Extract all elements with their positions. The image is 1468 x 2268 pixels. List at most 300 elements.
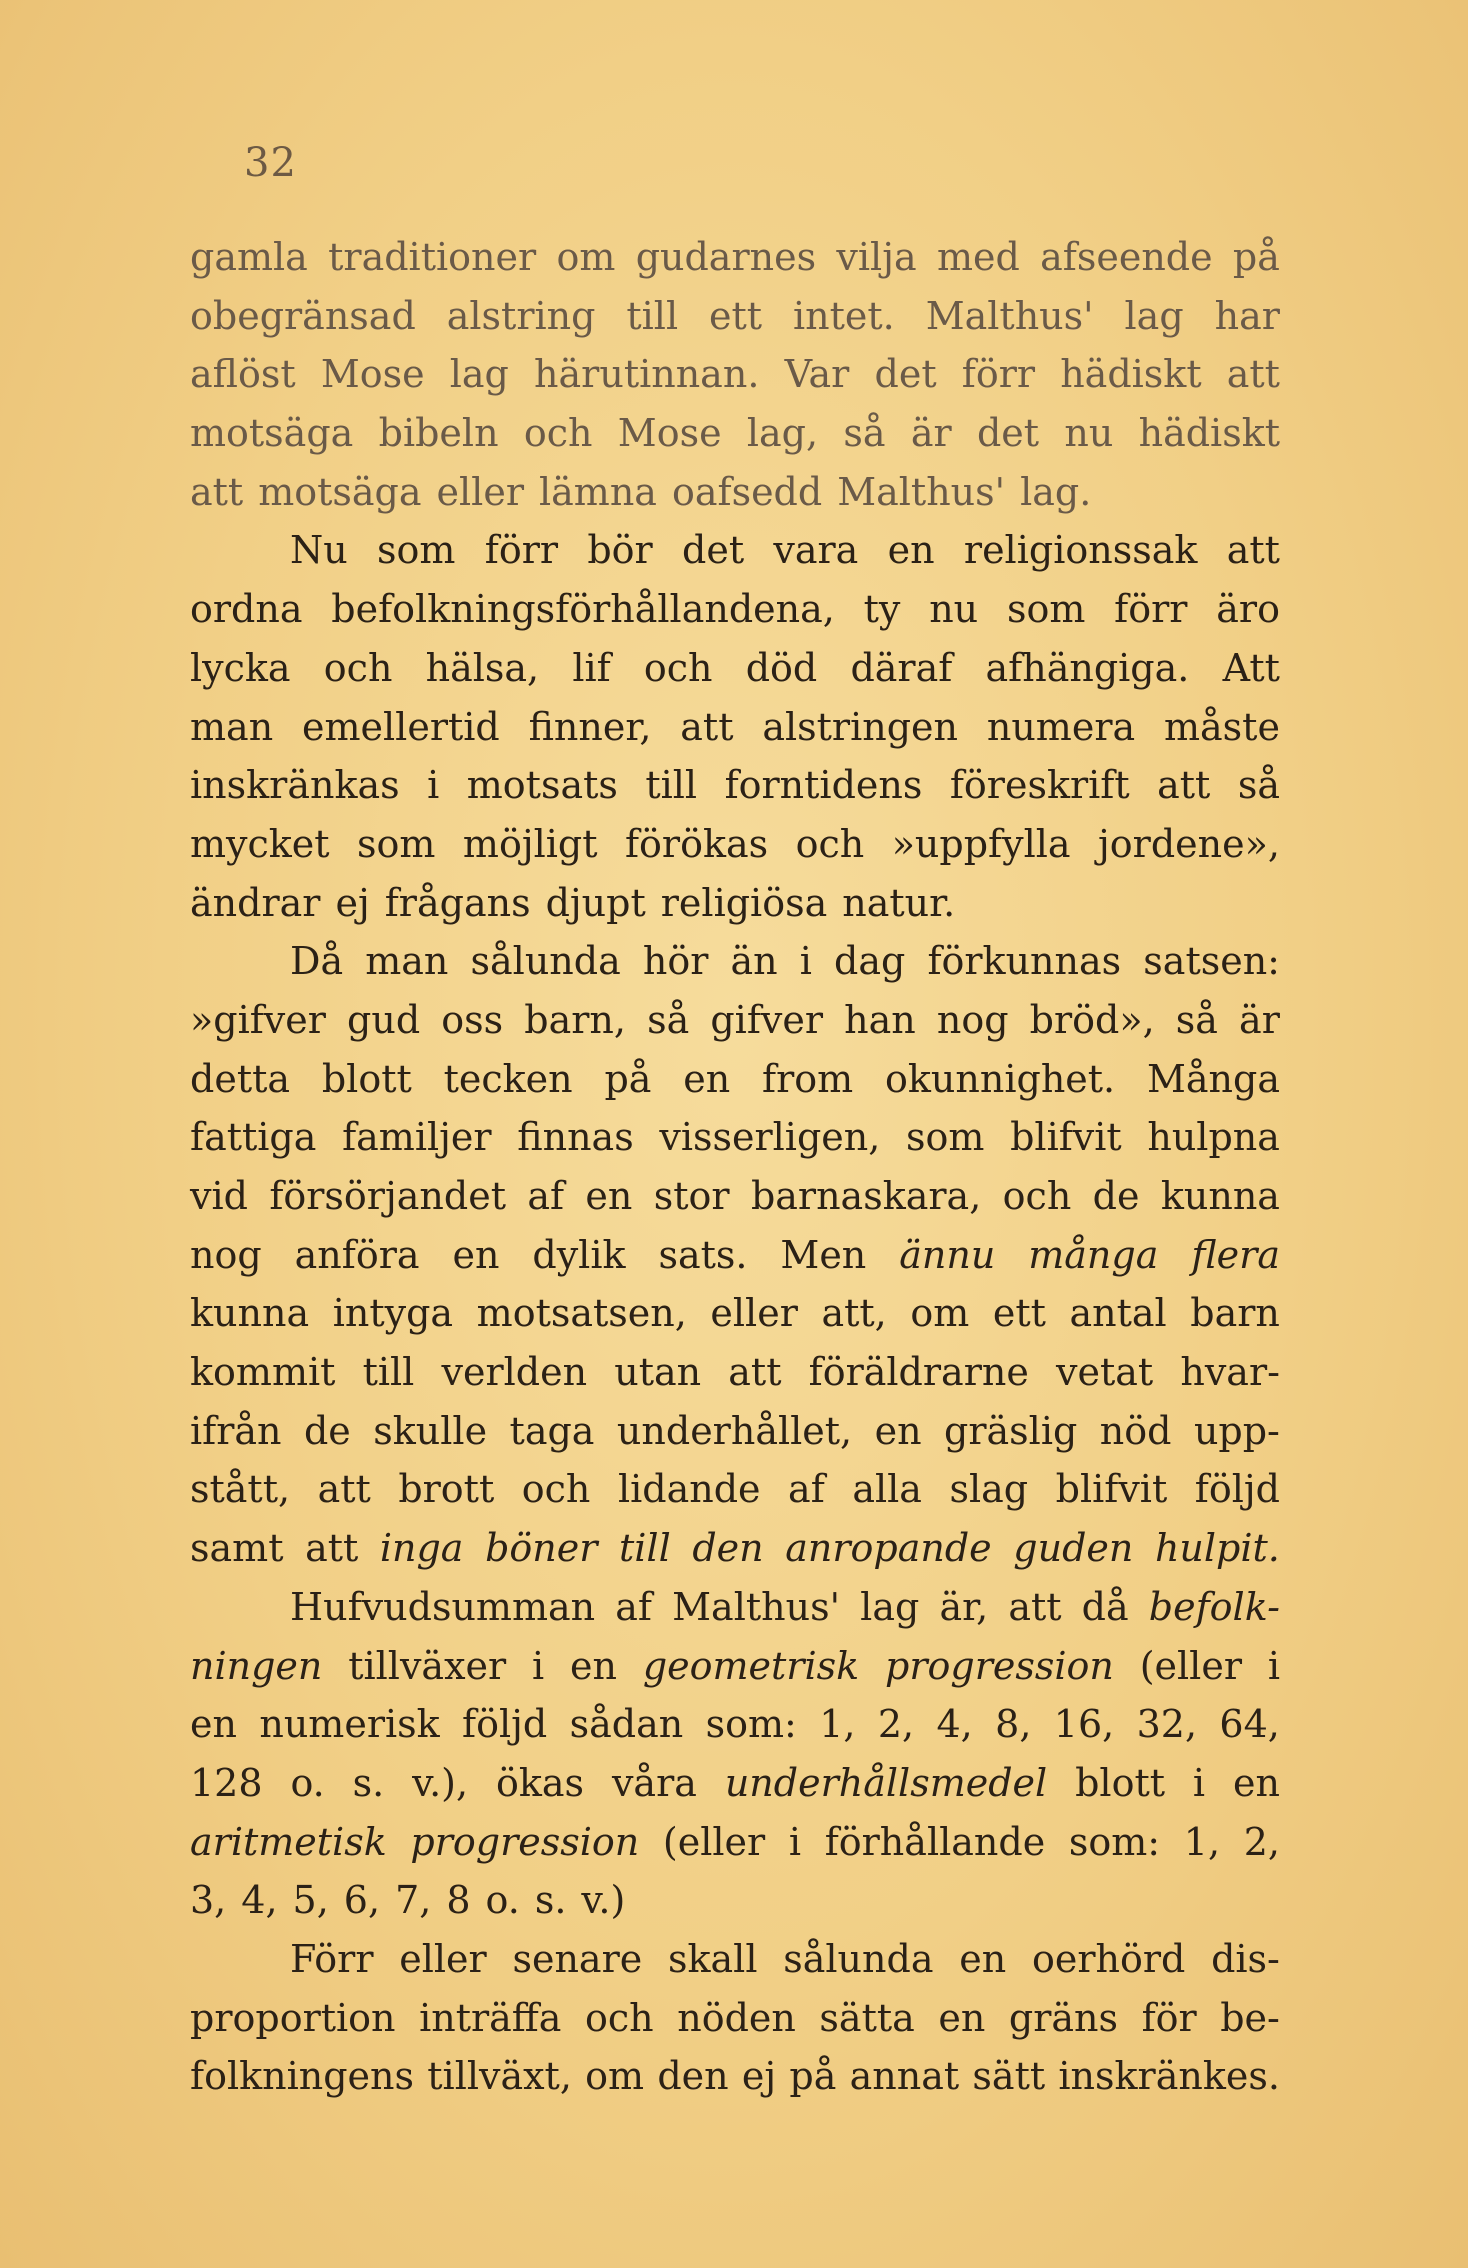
word: Mose (320, 352, 425, 397)
word: 4, (936, 1702, 973, 1747)
text-line (190, 1050, 1280, 1109)
text-line (190, 756, 1280, 815)
word: progression (885, 1643, 1114, 1688)
word: är (1239, 997, 1280, 1042)
word: visserligen, (659, 1115, 881, 1160)
word: inga (379, 1526, 464, 1571)
word: utan (614, 1350, 702, 1395)
word: af (527, 1174, 565, 1218)
word: att (728, 1350, 782, 1395)
word: lycka (190, 645, 291, 690)
word: religiösa (660, 880, 828, 925)
text-line (190, 228, 1280, 287)
word: sätta (819, 1995, 915, 2040)
text-line (190, 1284, 1280, 1343)
word: sålunda (783, 1936, 934, 1981)
word: om (556, 235, 616, 279)
word: Då (290, 939, 344, 984)
word: gudarnes (635, 235, 817, 279)
word: och (585, 1995, 654, 2040)
word: motsäga (190, 411, 354, 456)
word: den (692, 1526, 764, 1571)
word: ändrar (190, 880, 321, 925)
word: mycket (190, 821, 330, 866)
word: okunnighet. (885, 1056, 1116, 1101)
word: 8, (995, 1702, 1032, 1747)
word: underhållsmedel (724, 1760, 1048, 1805)
text-line (190, 639, 1280, 698)
word: att (680, 704, 734, 749)
word: i (1267, 1643, 1280, 1688)
word: Nu (290, 528, 348, 573)
word: hulpit. (1154, 1526, 1280, 1571)
word: vara (773, 528, 859, 573)
word: det (682, 528, 745, 573)
word: bibeln (378, 411, 499, 456)
word: proportion (190, 1995, 396, 2040)
word: i (532, 1643, 545, 1688)
word: Många (1146, 1056, 1280, 1101)
word: till (645, 763, 698, 808)
word: blott (1075, 1760, 1165, 1805)
word: förkunnas (927, 939, 1122, 984)
word: på (789, 2054, 837, 2099)
word: frågans (384, 880, 531, 925)
text-line (190, 1226, 1280, 1285)
word: hör (642, 939, 709, 984)
word: en (874, 1408, 922, 1453)
word: alla (852, 1467, 922, 1512)
word: förhållande (824, 1819, 1046, 1864)
text-line (190, 1578, 1280, 1637)
word: Malthus' (837, 469, 1006, 514)
word: föräldrarne (808, 1350, 1029, 1395)
text-line (190, 698, 1280, 757)
word: så (843, 411, 886, 456)
word: taga (509, 1408, 595, 1453)
word: nu (929, 587, 979, 632)
word: lämna (538, 469, 657, 514)
word: intet. (793, 293, 895, 338)
word: lif (572, 645, 611, 690)
word: Mose (617, 411, 722, 456)
word: sats. (658, 1232, 748, 1277)
word: oerhörd (1031, 1936, 1186, 1981)
word: bör (587, 528, 653, 573)
word: ett (992, 1291, 1046, 1336)
word: geometrisk (642, 1643, 860, 1688)
word: Malthus' (925, 293, 1094, 338)
word: aflöst (190, 352, 296, 397)
word: nog (190, 1232, 262, 1277)
word: att (317, 1467, 371, 1512)
page-number: 32 (244, 140, 297, 186)
text-line (190, 521, 1280, 580)
word: man (365, 939, 449, 984)
word: tillväxt, (427, 2054, 572, 2099)
word: i (788, 1819, 802, 1864)
word: hälsa, (425, 645, 540, 690)
word: djupt (545, 880, 646, 925)
text-line (190, 2047, 1280, 2106)
word: fattiga (190, 1115, 317, 1160)
word: däraf (850, 645, 953, 690)
word: en (959, 1936, 1007, 1981)
word: nog (936, 997, 1009, 1042)
word: 8 (446, 1878, 471, 1923)
word: än (730, 939, 778, 984)
word: Hufvudsumman (290, 1584, 596, 1629)
word: barnaskara, (750, 1174, 982, 1218)
word: emellertid (302, 704, 500, 749)
text-line (190, 1871, 1280, 1930)
word: om (585, 2054, 645, 2099)
word: blifvit (1055, 1467, 1168, 1512)
word: tecken (443, 1056, 573, 1101)
text-line (190, 345, 1280, 404)
word: nöd (1099, 1408, 1172, 1453)
word: forntidens (724, 763, 923, 808)
word: skall (667, 1936, 758, 1981)
word: ännu (899, 1232, 996, 1277)
word: lag (1124, 293, 1184, 338)
word: en (452, 1232, 500, 1277)
word: blott (321, 1056, 412, 1101)
word: med (936, 235, 1020, 279)
word: för (1141, 1995, 1197, 2040)
word: i (1192, 1760, 1206, 1805)
word: 32, (1136, 1702, 1198, 1747)
word: alstringen (762, 704, 958, 749)
word: af (788, 1467, 825, 1512)
text-line (190, 1930, 1280, 1989)
word: till (619, 1526, 671, 1571)
word: och (323, 645, 393, 690)
word: är (910, 411, 952, 456)
word: då (1081, 1584, 1129, 1629)
word: afseende (1040, 235, 1213, 279)
word: intyga (332, 1291, 454, 1336)
word: finner, (528, 704, 652, 749)
word: gräslig (944, 1408, 1078, 1453)
word: som (906, 1115, 985, 1160)
word: eller (436, 469, 524, 514)
word: skulle (373, 1408, 488, 1453)
word: sådan (569, 1702, 684, 1747)
word: Förr (290, 1936, 374, 1981)
word: sålunda (470, 939, 621, 984)
word: v.), (412, 1760, 469, 1805)
word: att, (821, 1291, 887, 1336)
word: sätt (972, 2054, 1046, 2099)
word: 16, (1053, 1702, 1115, 1747)
word: 2, (1243, 1819, 1280, 1864)
word: så (1237, 763, 1280, 808)
word: att (190, 469, 244, 514)
word: det (976, 411, 1040, 456)
word: föreskrift (949, 763, 1130, 808)
word: på (604, 1056, 652, 1101)
text-line (190, 1460, 1280, 1519)
word: 7, (395, 1878, 432, 1923)
word: samt (190, 1526, 284, 1571)
word: ordna (190, 587, 303, 632)
word: folkningens (190, 2054, 415, 2099)
word: som (1006, 587, 1086, 632)
word: motsatsen, (476, 1291, 687, 1336)
word: »uppfylla (891, 821, 1071, 866)
word: en (570, 1643, 617, 1688)
word: och (1002, 1174, 1072, 1218)
text-line (190, 1108, 1280, 1167)
word: afhängiga. (985, 645, 1190, 690)
word: en (585, 1174, 633, 1218)
word: är, (939, 1584, 989, 1629)
word: 1, (1183, 1819, 1221, 1864)
word: härutinnan. (534, 352, 760, 397)
word: ett (709, 293, 763, 338)
word: förr (961, 352, 1036, 397)
word: kommit (190, 1350, 336, 1395)
word: kunna (190, 1291, 310, 1336)
word: ty (863, 587, 901, 632)
word: så (1175, 997, 1218, 1042)
word: oss (441, 997, 504, 1042)
word: dag (834, 939, 906, 984)
word: måste (1163, 704, 1280, 749)
word: och (523, 411, 593, 456)
word: 1, (819, 1702, 856, 1747)
text-line (190, 404, 1280, 463)
word: barn (1190, 1291, 1280, 1336)
text-line (190, 580, 1280, 639)
word: lag, (746, 411, 819, 456)
word: hulpna (1147, 1115, 1280, 1160)
text-line (190, 1695, 1280, 1754)
word: underhållet, (616, 1408, 853, 1453)
word: be- (1220, 1995, 1280, 2040)
word: Att (1222, 645, 1280, 690)
word: guden (1013, 1526, 1134, 1571)
word: bröd», (1029, 997, 1155, 1042)
word: förr (1114, 587, 1188, 632)
word: många (1028, 1232, 1159, 1277)
word: som (377, 528, 456, 573)
word: 64, (1219, 1702, 1280, 1747)
word: from (762, 1056, 854, 1101)
word: eller (710, 1291, 798, 1336)
word: att (1008, 1584, 1062, 1629)
word: förr (484, 528, 559, 573)
word: vilja (836, 235, 917, 279)
word: till (626, 293, 679, 338)
word: ningen (190, 1643, 323, 1688)
text-line (190, 1402, 1280, 1461)
text-line (190, 1989, 1280, 2048)
word: har (1214, 293, 1280, 338)
word: numera (986, 704, 1136, 749)
text-line (190, 463, 1280, 522)
word: förökas (624, 821, 769, 866)
text-line (190, 1343, 1280, 1402)
word: gräns (1008, 1995, 1118, 2040)
word: följd (1194, 1467, 1280, 1512)
word: af (615, 1584, 652, 1629)
word: som: (705, 1702, 797, 1747)
word: lag. (1020, 469, 1092, 514)
word: hädiskt (1138, 411, 1280, 456)
word: en (683, 1056, 731, 1101)
word: i (427, 763, 440, 808)
text-line (190, 1519, 1280, 1578)
word: befolkningsförhållandena, (331, 587, 835, 632)
word: finnas (517, 1115, 634, 1160)
word: att (1157, 763, 1211, 808)
word: natur. (842, 880, 956, 925)
word: de (1092, 1174, 1140, 1218)
word: hvar- (1180, 1350, 1280, 1395)
word: försörjandet (269, 1174, 506, 1218)
word: obegränsad (190, 293, 416, 338)
word: familjer (342, 1115, 492, 1160)
word: lidande (617, 1467, 761, 1512)
word: numerisk (259, 1702, 440, 1747)
text-line (190, 1754, 1280, 1813)
word: slag (949, 1467, 1029, 1512)
word: en (190, 1702, 237, 1747)
word: anföra (294, 1232, 420, 1277)
word: att (1226, 528, 1280, 573)
word: och (521, 1467, 591, 1512)
word: inskränkes. (1058, 2054, 1280, 2099)
word: religionssak (963, 528, 1198, 573)
word: 5, (292, 1878, 329, 1923)
word: den (657, 2054, 729, 2099)
word: upp- (1193, 1408, 1280, 1453)
word: de (303, 1408, 351, 1453)
word: befolk- (1148, 1584, 1280, 1629)
word: progression (410, 1819, 640, 1864)
word: äro (1216, 587, 1280, 632)
word: verlden (441, 1350, 588, 1395)
word: böner (485, 1526, 598, 1571)
word: följd (462, 1702, 548, 1747)
word: nöden (677, 1995, 796, 2040)
word: senare (512, 1936, 643, 1981)
word: o. (290, 1760, 325, 1805)
word: till (362, 1350, 415, 1395)
word: s. (352, 1760, 385, 1805)
word: stått, (190, 1467, 291, 1512)
word: så (647, 997, 690, 1042)
word: o. (485, 1878, 520, 1923)
word: vid (190, 1174, 248, 1218)
word: som: (1068, 1819, 1161, 1864)
word: kunna (1160, 1174, 1280, 1218)
word: dis- (1211, 1936, 1280, 1981)
word: v.) (581, 1878, 626, 1923)
text-line (190, 991, 1280, 1050)
word: traditioner (328, 235, 537, 279)
word: oafsedd (671, 469, 823, 514)
word: (eller (662, 1819, 766, 1864)
word: ej (741, 2054, 777, 2099)
word: gifver (710, 997, 824, 1042)
word: flera (1191, 1232, 1280, 1277)
word: och (795, 821, 865, 866)
text-line (190, 1637, 1280, 1696)
word: en (887, 528, 935, 573)
word: hädiskt (1060, 352, 1202, 397)
word: gamla (190, 235, 308, 279)
word: aritmetisk (190, 1819, 387, 1864)
word: eller (399, 1936, 487, 1981)
body-text (190, 228, 1280, 2106)
text-line (190, 932, 1280, 991)
word: jordene», (1098, 821, 1280, 866)
word: 4, (241, 1878, 278, 1923)
word: ej (335, 880, 370, 925)
word: att (1226, 352, 1280, 397)
word: motsäga (258, 469, 422, 514)
word: Var (784, 352, 850, 397)
word: motsats (466, 763, 618, 808)
word: en (938, 1995, 986, 2040)
word: 2, (877, 1702, 915, 1747)
text-line (190, 287, 1280, 346)
word: Men (780, 1232, 867, 1277)
word: möjligt (462, 821, 598, 866)
word: det (874, 352, 937, 397)
word: detta (190, 1056, 291, 1101)
word: blifvit (1010, 1115, 1122, 1160)
word: annat (849, 2054, 960, 2099)
word: (eller (1139, 1643, 1242, 1688)
word: på (1232, 235, 1280, 279)
word: inträffa (419, 1995, 562, 2040)
word: brott (398, 1467, 495, 1512)
word: barn, (524, 997, 626, 1042)
word: satsen: (1143, 939, 1280, 984)
word: som (357, 821, 436, 866)
word: i (799, 939, 812, 984)
word: Malthus' (672, 1584, 841, 1629)
word: våra (611, 1760, 697, 1805)
word: han (844, 997, 916, 1042)
word: att (305, 1526, 359, 1571)
text-line (190, 1167, 1280, 1226)
word: »gifver (190, 997, 326, 1042)
word: dylik (532, 1232, 626, 1277)
word: nu (1064, 411, 1114, 456)
word: gud (347, 997, 421, 1042)
word: 6, (343, 1878, 381, 1923)
word: lag (860, 1584, 920, 1629)
word: om (910, 1291, 970, 1336)
text-line (190, 815, 1280, 874)
word: 3, (190, 1878, 227, 1923)
word: ifrån (190, 1408, 282, 1453)
word: tillväxer (348, 1643, 507, 1688)
word: vetat (1056, 1350, 1154, 1395)
word: antal (1069, 1291, 1167, 1336)
word: död (745, 645, 818, 690)
word: man (190, 704, 274, 749)
word: stor (653, 1174, 730, 1218)
text-line (190, 874, 1280, 933)
word: lag (449, 352, 509, 397)
word: ökas (496, 1760, 585, 1805)
